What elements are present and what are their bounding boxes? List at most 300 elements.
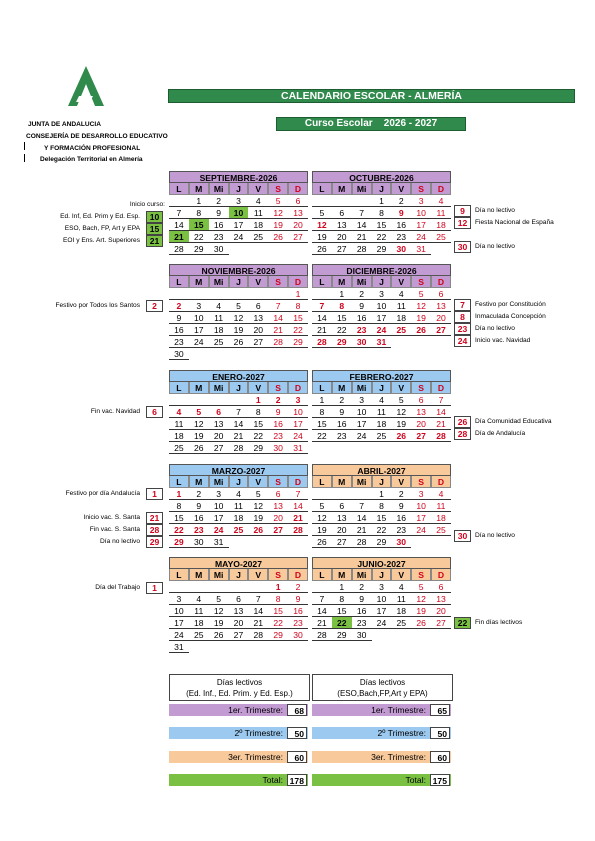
day-cell: 20 bbox=[431, 312, 451, 324]
day-cell: 11 bbox=[248, 207, 268, 219]
day-cell: 22 bbox=[169, 524, 189, 536]
date-box: 8 bbox=[454, 311, 471, 323]
day-cell: 6 bbox=[332, 500, 352, 512]
day-cell: 9 bbox=[352, 593, 372, 605]
trimester-value: 65 bbox=[430, 704, 450, 716]
day-cell: 2 bbox=[332, 394, 352, 406]
day-cell: 14 bbox=[352, 512, 372, 524]
day-header: J bbox=[229, 183, 249, 195]
day-cell: 30 bbox=[268, 442, 288, 454]
day-cell: 7 bbox=[288, 488, 308, 500]
day-cell: 12 bbox=[312, 219, 332, 231]
day-cell: 29 bbox=[268, 629, 288, 641]
day-cell: 16 bbox=[391, 512, 411, 524]
trimester-value: 175 bbox=[430, 774, 450, 786]
date-box: 26 bbox=[454, 416, 471, 428]
trimester-row bbox=[312, 727, 451, 739]
trimester-row bbox=[312, 751, 451, 763]
trimester-row bbox=[169, 704, 308, 716]
day-header: Mi bbox=[209, 183, 229, 195]
day-cell: 30 bbox=[209, 243, 229, 255]
trimester-row bbox=[169, 774, 308, 786]
trimester-value: 50 bbox=[287, 727, 307, 739]
day-cell: 7 bbox=[431, 394, 451, 406]
month-calendar bbox=[169, 171, 308, 255]
day-cell: 20 bbox=[229, 617, 249, 629]
left-label: Festivo por Todos los Santos bbox=[55, 302, 140, 309]
day-cell: 16 bbox=[169, 324, 189, 336]
day-cell: 21 bbox=[248, 617, 268, 629]
day-cell: 22 bbox=[248, 430, 268, 442]
day-cell: 24 bbox=[229, 231, 249, 243]
day-cell: 18 bbox=[229, 512, 249, 524]
month-calendar bbox=[169, 557, 308, 653]
day-cell: 25 bbox=[391, 324, 411, 336]
month-calendar bbox=[169, 264, 308, 360]
day-cell: 15 bbox=[312, 418, 332, 430]
day-cell: 15 bbox=[332, 312, 352, 324]
day-cell: 12 bbox=[411, 300, 431, 312]
day-cell: 24 bbox=[209, 524, 229, 536]
day-cell: 2 bbox=[352, 581, 372, 593]
day-header: D bbox=[288, 382, 308, 394]
empty-cell bbox=[352, 195, 372, 207]
day-cell: 12 bbox=[312, 512, 332, 524]
day-cell: 23 bbox=[169, 336, 189, 348]
day-cell: 17 bbox=[189, 324, 209, 336]
day-cell: 23 bbox=[268, 430, 288, 442]
day-cell: 17 bbox=[372, 312, 392, 324]
day-cell: 6 bbox=[431, 581, 451, 593]
day-header: M bbox=[189, 476, 209, 488]
day-header: J bbox=[229, 569, 249, 581]
empty-cell bbox=[248, 288, 268, 300]
day-cell: 15 bbox=[332, 605, 352, 617]
empty-cell bbox=[209, 288, 229, 300]
day-cell: 16 bbox=[332, 418, 352, 430]
trimester-label: 2º Trimestre: bbox=[234, 728, 283, 738]
day-cell: 1 bbox=[169, 488, 189, 500]
empty-cell bbox=[229, 288, 249, 300]
day-cell: 15 bbox=[248, 418, 268, 430]
day-cell: 8 bbox=[248, 406, 268, 418]
date-box: 7 bbox=[454, 299, 471, 311]
day-cell: 6 bbox=[431, 288, 451, 300]
day-cell: 4 bbox=[248, 195, 268, 207]
day-header: S bbox=[411, 569, 431, 581]
left-label: Ed. Inf, Ed. Prim y Ed. Esp. bbox=[60, 213, 140, 220]
day-cell: 2 bbox=[391, 195, 411, 207]
day-cell: 11 bbox=[391, 593, 411, 605]
day-cell: 23 bbox=[332, 430, 352, 442]
day-cell: 27 bbox=[332, 243, 352, 255]
day-cell: 6 bbox=[229, 593, 249, 605]
day-cell: 13 bbox=[431, 300, 451, 312]
day-header: J bbox=[229, 476, 249, 488]
day-cell: 6 bbox=[411, 394, 431, 406]
day-header: S bbox=[268, 382, 288, 394]
month-grid bbox=[169, 382, 308, 454]
empty-cell bbox=[312, 288, 332, 300]
day-cell: 24 bbox=[169, 629, 189, 641]
day-cell: 1 bbox=[372, 195, 392, 207]
day-cell: 20 bbox=[431, 605, 451, 617]
left-label: Festivo por día Andalucía bbox=[65, 490, 140, 497]
day-cell: 5 bbox=[248, 488, 268, 500]
day-cell: 5 bbox=[209, 593, 229, 605]
day-header: M bbox=[189, 569, 209, 581]
month-grid bbox=[169, 476, 308, 548]
trimester-label: Total: bbox=[405, 775, 426, 785]
day-cell: 18 bbox=[209, 324, 229, 336]
day-header: L bbox=[169, 382, 189, 394]
empty-cell bbox=[229, 394, 249, 406]
day-header: L bbox=[169, 276, 189, 288]
day-cell: 23 bbox=[352, 617, 372, 629]
day-cell: 6 bbox=[248, 300, 268, 312]
left-label: EOI y Ens. Art. Superiores bbox=[63, 237, 140, 244]
day-cell: 21 bbox=[352, 524, 372, 536]
day-cell: 10 bbox=[352, 406, 372, 418]
day-cell: 14 bbox=[431, 406, 451, 418]
day-header: L bbox=[312, 382, 332, 394]
day-cell: 20 bbox=[332, 524, 352, 536]
day-cell: 12 bbox=[248, 500, 268, 512]
day-cell: 29 bbox=[372, 536, 392, 548]
day-cell: 7 bbox=[312, 300, 332, 312]
junta-andalucia-logo bbox=[62, 66, 110, 108]
day-cell: 10 bbox=[189, 312, 209, 324]
day-cell: 3 bbox=[229, 195, 249, 207]
day-cell: 15 bbox=[189, 219, 209, 231]
day-cell: 28 bbox=[431, 430, 451, 442]
day-cell: 10 bbox=[209, 500, 229, 512]
empty-cell bbox=[268, 288, 288, 300]
day-cell: 1 bbox=[312, 394, 332, 406]
empty-cell bbox=[312, 581, 332, 593]
right-label: Día no lectivo bbox=[475, 325, 515, 332]
empty-cell bbox=[332, 195, 352, 207]
right-label: Día no lectivo bbox=[475, 243, 515, 250]
day-cell: 5 bbox=[411, 288, 431, 300]
day-cell: 26 bbox=[411, 324, 431, 336]
day-cell: 19 bbox=[248, 512, 268, 524]
left-label: ESO, Bach, FP, Art y EPA bbox=[64, 225, 140, 232]
day-cell: 3 bbox=[288, 394, 308, 406]
day-header: M bbox=[332, 476, 352, 488]
empty-cell bbox=[209, 581, 229, 593]
day-cell: 17 bbox=[288, 418, 308, 430]
day-cell: 19 bbox=[229, 324, 249, 336]
day-cell: 7 bbox=[229, 406, 249, 418]
day-cell: 1 bbox=[268, 581, 288, 593]
day-cell: 28 bbox=[169, 243, 189, 255]
school-year: Curso Escolar 2026 - 2027 bbox=[276, 117, 466, 131]
day-cell: 20 bbox=[268, 512, 288, 524]
day-cell: 18 bbox=[431, 512, 451, 524]
day-cell: 14 bbox=[352, 219, 372, 231]
day-header: D bbox=[288, 476, 308, 488]
day-cell: 29 bbox=[169, 536, 189, 548]
day-cell: 27 bbox=[268, 524, 288, 536]
day-header: V bbox=[391, 183, 411, 195]
month-grid bbox=[312, 382, 451, 442]
trimester-label: 1er. Trimestre: bbox=[371, 705, 426, 715]
day-header: J bbox=[372, 183, 392, 195]
trimester-label: 3er. Trimestre: bbox=[371, 752, 426, 762]
month-title: ABRIL-2027 bbox=[312, 464, 451, 476]
day-cell: 18 bbox=[391, 605, 411, 617]
day-cell: 29 bbox=[189, 243, 209, 255]
day-header: V bbox=[248, 382, 268, 394]
day-cell: 8 bbox=[332, 593, 352, 605]
page-title: CALENDARIO ESCOLAR - ALMERÍA bbox=[168, 89, 575, 103]
empty-cell bbox=[312, 195, 332, 207]
day-cell: 7 bbox=[352, 500, 372, 512]
day-cell: 4 bbox=[431, 195, 451, 207]
day-cell: 10 bbox=[169, 605, 189, 617]
month-grid bbox=[169, 276, 308, 360]
day-cell: 19 bbox=[209, 617, 229, 629]
day-cell: 4 bbox=[431, 488, 451, 500]
day-cell: 28 bbox=[248, 629, 268, 641]
month-title: NOVIEMBRE-2026 bbox=[169, 264, 308, 276]
right-label: Fiesta Nacional de España bbox=[475, 219, 554, 226]
day-header: S bbox=[268, 569, 288, 581]
empty-cell bbox=[229, 581, 249, 593]
day-cell: 22 bbox=[288, 324, 308, 336]
day-cell: 15 bbox=[268, 605, 288, 617]
day-header: V bbox=[248, 476, 268, 488]
org-line-2: CONSEJERÍA DE DESARROLLO EDUCATIVO bbox=[26, 133, 168, 140]
day-cell: 18 bbox=[189, 617, 209, 629]
day-header: M bbox=[189, 276, 209, 288]
day-cell: 22 bbox=[332, 617, 352, 629]
day-cell: 9 bbox=[391, 500, 411, 512]
trimester-label: Total: bbox=[262, 775, 283, 785]
day-cell: 3 bbox=[411, 195, 431, 207]
day-cell: 3 bbox=[372, 581, 392, 593]
day-header: Mi bbox=[352, 276, 372, 288]
day-cell: 21 bbox=[268, 324, 288, 336]
month-grid bbox=[169, 569, 308, 653]
date-box: 12 bbox=[454, 217, 471, 229]
day-cell: 23 bbox=[352, 324, 372, 336]
day-cell: 16 bbox=[391, 219, 411, 231]
day-cell: 5 bbox=[229, 300, 249, 312]
summary-title: Días lectivos (ESO,Bach,FP,Art y EPA) bbox=[312, 674, 453, 701]
day-cell: 14 bbox=[229, 418, 249, 430]
day-cell: 30 bbox=[352, 336, 372, 348]
day-cell: 13 bbox=[268, 500, 288, 512]
day-cell: 8 bbox=[189, 207, 209, 219]
day-cell: 19 bbox=[411, 605, 431, 617]
day-header: M bbox=[189, 382, 209, 394]
day-cell: 27 bbox=[229, 629, 249, 641]
day-cell: 23 bbox=[391, 524, 411, 536]
day-cell: 10 bbox=[411, 500, 431, 512]
day-cell: 9 bbox=[391, 207, 411, 219]
month-title: SEPTIEMBRE-2026 bbox=[169, 171, 308, 183]
day-cell: 2 bbox=[268, 394, 288, 406]
day-cell: 31 bbox=[372, 336, 392, 348]
day-cell: 23 bbox=[288, 617, 308, 629]
day-cell: 29 bbox=[332, 336, 352, 348]
day-cell: 25 bbox=[189, 629, 209, 641]
empty-cell bbox=[169, 288, 189, 300]
day-cell: 10 bbox=[411, 207, 431, 219]
day-header: S bbox=[268, 276, 288, 288]
day-cell: 5 bbox=[189, 406, 209, 418]
day-cell: 24 bbox=[352, 430, 372, 442]
day-header: M bbox=[332, 276, 352, 288]
day-cell: 25 bbox=[431, 231, 451, 243]
day-cell: 6 bbox=[288, 195, 308, 207]
day-cell: 18 bbox=[248, 219, 268, 231]
day-cell: 1 bbox=[189, 195, 209, 207]
day-cell: 21 bbox=[431, 418, 451, 430]
day-cell: 8 bbox=[288, 300, 308, 312]
trimester-value: 68 bbox=[287, 704, 307, 716]
day-cell: 29 bbox=[332, 629, 352, 641]
day-header: Mi bbox=[209, 476, 229, 488]
day-header: V bbox=[391, 476, 411, 488]
day-cell: 22 bbox=[372, 524, 392, 536]
day-cell: 28 bbox=[352, 243, 372, 255]
day-cell: 27 bbox=[209, 442, 229, 454]
day-cell: 10 bbox=[229, 207, 249, 219]
date-box: 24 bbox=[454, 335, 471, 347]
day-cell: 25 bbox=[391, 617, 411, 629]
month-calendar bbox=[169, 370, 308, 454]
day-cell: 14 bbox=[312, 605, 332, 617]
empty-cell bbox=[312, 488, 332, 500]
day-cell: 31 bbox=[288, 442, 308, 454]
month-grid bbox=[312, 183, 451, 255]
day-cell: 4 bbox=[189, 593, 209, 605]
day-cell: 26 bbox=[268, 231, 288, 243]
day-cell: 19 bbox=[268, 219, 288, 231]
day-cell: 25 bbox=[169, 442, 189, 454]
date-box: 28 bbox=[146, 524, 163, 536]
day-cell: 31 bbox=[411, 243, 431, 255]
day-cell: 19 bbox=[391, 418, 411, 430]
day-cell: 31 bbox=[209, 536, 229, 548]
day-cell: 13 bbox=[209, 418, 229, 430]
day-cell: 18 bbox=[391, 312, 411, 324]
day-cell: 1 bbox=[332, 581, 352, 593]
day-cell: 13 bbox=[332, 512, 352, 524]
day-cell: 28 bbox=[268, 336, 288, 348]
day-cell: 2 bbox=[288, 581, 308, 593]
day-cell: 28 bbox=[312, 336, 332, 348]
day-cell: 29 bbox=[248, 442, 268, 454]
day-cell: 28 bbox=[229, 442, 249, 454]
month-title: FEBRERO-2027 bbox=[312, 370, 451, 382]
day-cell: 10 bbox=[372, 300, 392, 312]
day-cell: 5 bbox=[312, 207, 332, 219]
day-cell: 19 bbox=[312, 524, 332, 536]
day-cell: 26 bbox=[229, 336, 249, 348]
day-cell: 5 bbox=[411, 581, 431, 593]
month-title: DICIEMBRE-2026 bbox=[312, 264, 451, 276]
day-header: V bbox=[248, 183, 268, 195]
day-header: D bbox=[431, 382, 451, 394]
right-label: Día no lectivo bbox=[475, 207, 515, 214]
month-grid bbox=[169, 183, 308, 255]
date-box: 21 bbox=[146, 512, 163, 524]
day-cell: 6 bbox=[209, 406, 229, 418]
day-cell: 10 bbox=[372, 593, 392, 605]
day-header: D bbox=[288, 183, 308, 195]
day-header: J bbox=[229, 382, 249, 394]
day-cell: 3 bbox=[209, 488, 229, 500]
trimester-label: 1er. Trimestre: bbox=[228, 705, 283, 715]
day-cell: 30 bbox=[391, 536, 411, 548]
month-title: JUNIO-2027 bbox=[312, 557, 451, 569]
day-cell: 13 bbox=[431, 593, 451, 605]
day-cell: 12 bbox=[209, 605, 229, 617]
month-title: MAYO-2027 bbox=[169, 557, 308, 569]
day-cell: 22 bbox=[189, 231, 209, 243]
empty-cell bbox=[169, 581, 189, 593]
day-header: V bbox=[391, 382, 411, 394]
trimester-value: 50 bbox=[430, 727, 450, 739]
day-cell: 28 bbox=[312, 629, 332, 641]
day-header: J bbox=[372, 382, 392, 394]
day-cell: 13 bbox=[229, 605, 249, 617]
day-cell: 8 bbox=[268, 593, 288, 605]
day-cell: 4 bbox=[391, 581, 411, 593]
day-cell: 18 bbox=[431, 219, 451, 231]
day-cell: 8 bbox=[332, 300, 352, 312]
day-cell: 7 bbox=[268, 300, 288, 312]
day-header: L bbox=[312, 276, 332, 288]
day-cell: 30 bbox=[288, 629, 308, 641]
day-header: S bbox=[411, 382, 431, 394]
day-cell: 7 bbox=[248, 593, 268, 605]
trimester-value: 60 bbox=[287, 751, 307, 763]
day-header: J bbox=[372, 276, 392, 288]
day-header: S bbox=[268, 476, 288, 488]
empty-cell bbox=[332, 488, 352, 500]
trimester-row bbox=[312, 704, 451, 716]
empty-cell bbox=[169, 195, 189, 207]
day-cell: 27 bbox=[431, 324, 451, 336]
month-title: MARZO-2027 bbox=[169, 464, 308, 476]
day-header: S bbox=[411, 183, 431, 195]
day-cell: 13 bbox=[411, 406, 431, 418]
day-cell: 23 bbox=[209, 231, 229, 243]
day-cell: 29 bbox=[288, 336, 308, 348]
empty-cell bbox=[189, 288, 209, 300]
month-grid bbox=[312, 276, 451, 348]
right-label: Inmaculada Concepción bbox=[475, 313, 546, 320]
day-cell: 2 bbox=[189, 488, 209, 500]
day-cell: 20 bbox=[411, 418, 431, 430]
day-cell: 15 bbox=[372, 219, 392, 231]
date-box: 1 bbox=[146, 488, 163, 500]
day-cell: 18 bbox=[169, 430, 189, 442]
day-header: V bbox=[391, 569, 411, 581]
day-cell: 21 bbox=[169, 231, 189, 243]
day-cell: 16 bbox=[268, 418, 288, 430]
day-cell: 3 bbox=[169, 593, 189, 605]
day-cell: 9 bbox=[352, 300, 372, 312]
day-cell: 11 bbox=[391, 300, 411, 312]
day-header: S bbox=[411, 476, 431, 488]
day-cell: 21 bbox=[312, 617, 332, 629]
